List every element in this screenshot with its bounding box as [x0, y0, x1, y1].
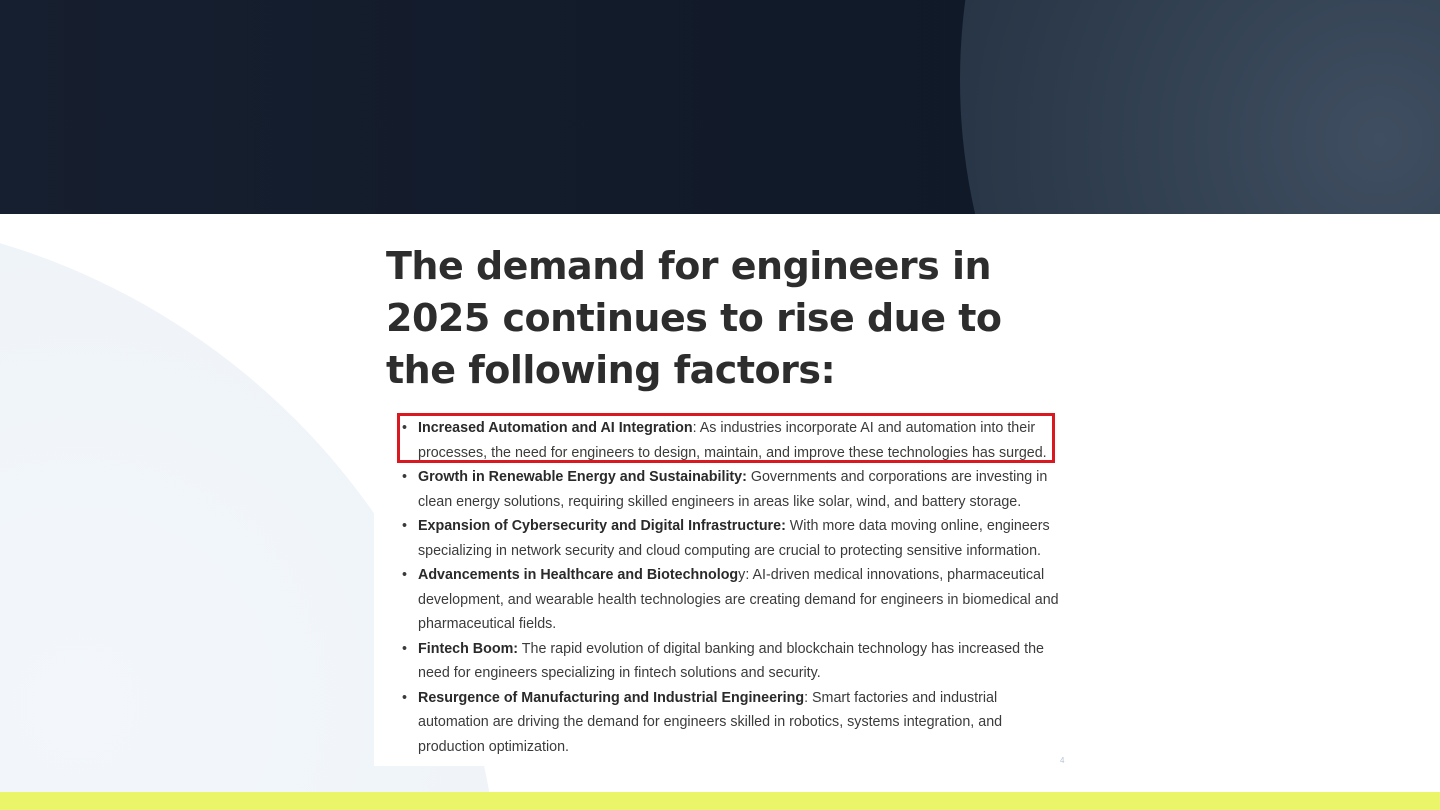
factor-description: : Smart factories and industrial automation are driving the demand for engineers skilled in robotics, systems integration, and production optimization.	[418, 689, 1003, 755]
factor-description: The rapid evolution of digital banking and blockchain technology has increased the need for engineers specializing in fintech solutions and security.	[418, 640, 1044, 681]
factor-heading: Expansion of Cybersecurity and Digital Infrastructure:	[418, 518, 786, 534]
factor-heading: Advancements in Healthcare and Biotechnolog	[418, 567, 739, 583]
article-content	[374, 214, 1070, 766]
page-title: The demand for engineers in 2025 continues to rise due to the following factors:	[386, 244, 1002, 392]
factor-description: y: AI-driven medical innovations, pharmaceutical development, and wearable health technologies are creating demand for engineers in biomedical and pharmaceutical fields.	[418, 567, 1059, 632]
factor-description: : As industries incorporate AI and automation into their processes, the need for engineers to design, maintain, and improve these technologies has surged.	[418, 420, 1047, 461]
list-item	[418, 637, 1063, 686]
list-item	[418, 514, 1063, 563]
factor-heading: Fintech Boom:	[418, 640, 519, 657]
factors-list	[418, 416, 1063, 759]
hero-banner	[0, 0, 1440, 214]
corner-mark: 4	[1060, 756, 1065, 765]
hero-decorative-arc	[960, 0, 1440, 214]
factor-heading: Resurgence of Manufacturing and Industrial Engineering	[418, 689, 805, 706]
footer-band	[0, 792, 1440, 810]
list-item	[418, 563, 1063, 637]
factor-description: Governments and corporations are investing in clean energy solutions, requiring skilled engineers in areas like solar, wind, and battery storage.	[418, 469, 1048, 510]
list-item	[418, 686, 1063, 760]
list-item	[418, 416, 1063, 465]
factor-heading: Increased Automation and AI Integration	[418, 420, 693, 436]
list-item	[418, 465, 1063, 514]
factor-heading: Growth in Renewable Energy and Sustainability:	[418, 469, 747, 485]
factor-description: With more data moving online, engineers specializing in network security and cloud computing are crucial to protecting sensitive information.	[418, 518, 1050, 559]
